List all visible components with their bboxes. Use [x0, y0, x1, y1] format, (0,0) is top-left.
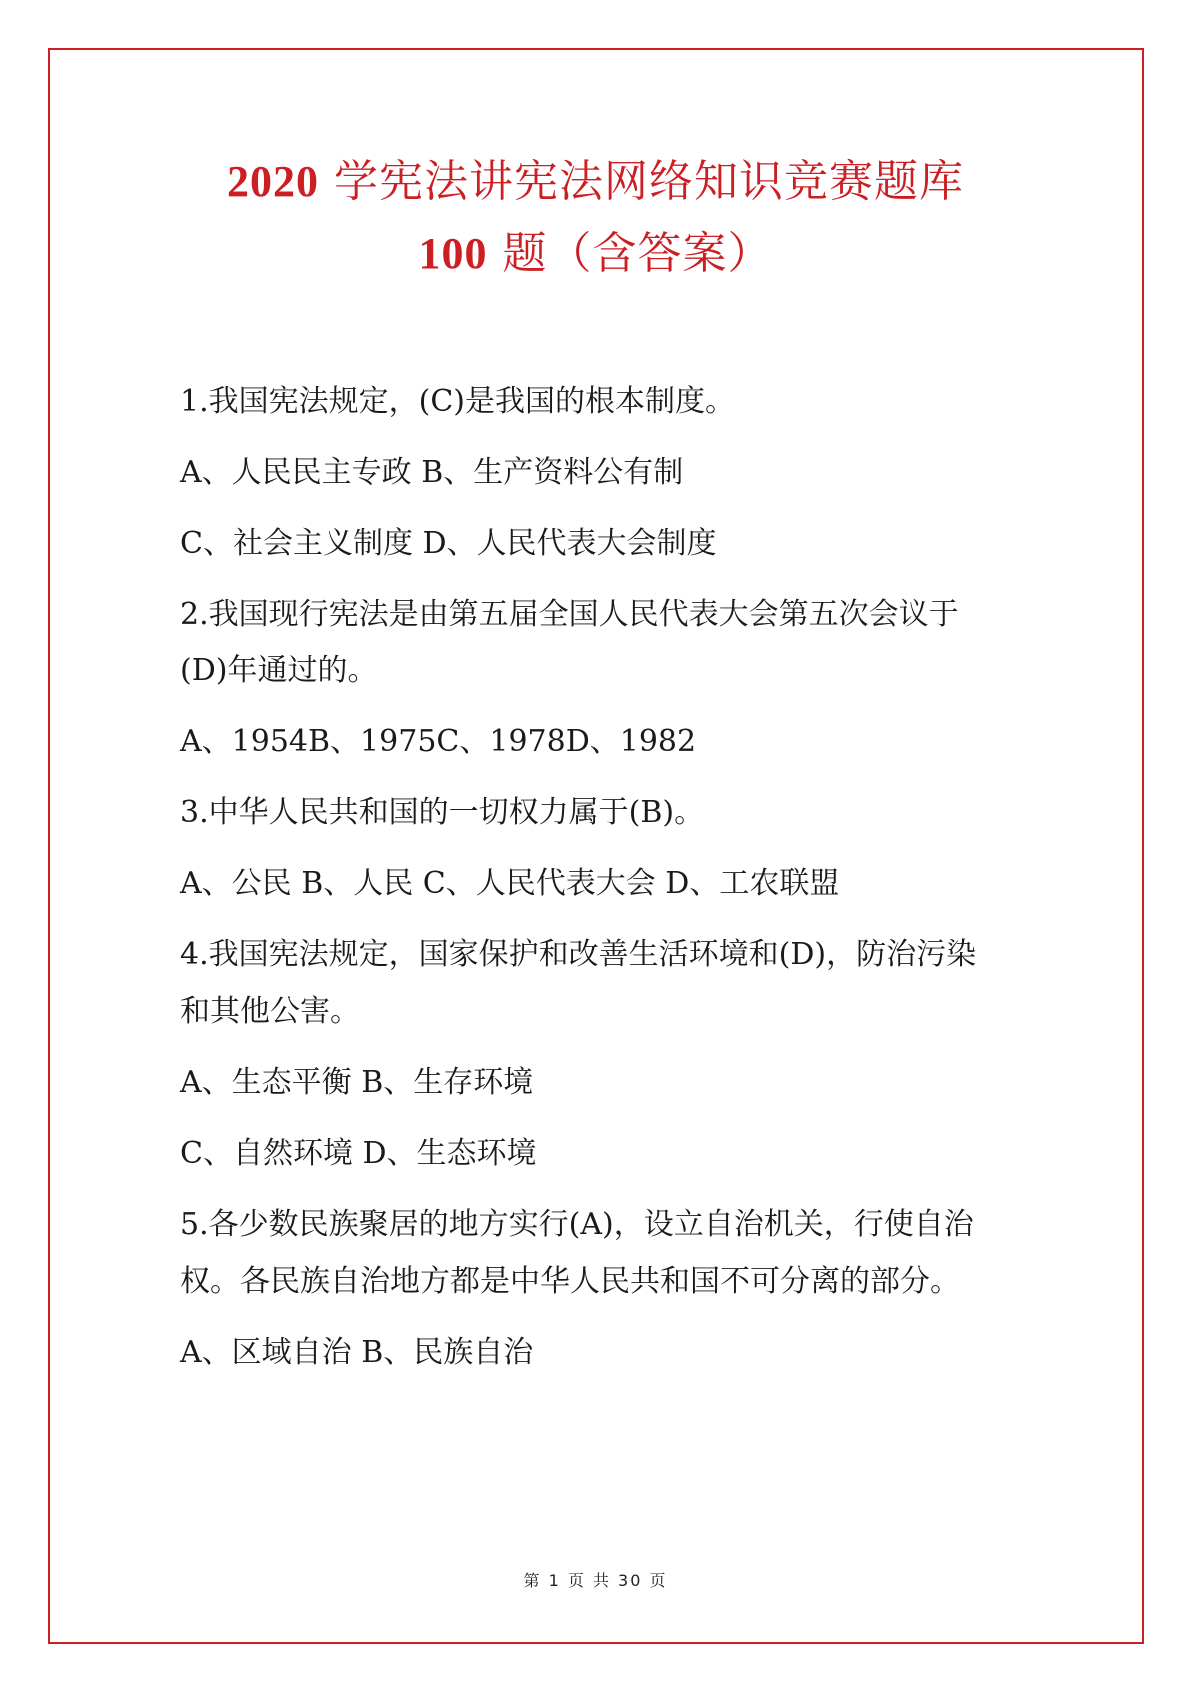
answer-options: A、人民民主专政 B、生产资料公有制 [180, 455, 684, 490]
question-text: 2.我国现行宪法是由第五届全国人民代表大会第五次会议于 [180, 597, 959, 632]
question-text: 4.我国宪法规定，国家保护和改善生活环境和(D)，防治污染 [180, 937, 977, 972]
question-text-continued: 权。各民族自治地方都是中华人民共和国不可分离的部分。 [180, 1264, 960, 1299]
question-text: 5.各少数民族聚居的地方实行(A)，设立自治机关，行使自治 [180, 1207, 974, 1242]
document-title [0, 146, 1191, 290]
title-text-1: 学宪法讲宪法网络知识竞赛题库 [319, 156, 964, 207]
page-number: 第 1 页 共 30 页 [523, 1571, 668, 1590]
question-text-continued: (D)年通过的。 [180, 653, 378, 688]
title-text-2: 题（含答案） [487, 228, 773, 279]
answer-options: A、区域自治 B、民族自治 [180, 1335, 534, 1370]
title-line-1 [0, 146, 1191, 218]
question-text-continued: 和其他公害。 [180, 994, 360, 1029]
question-text: 1.我国宪法规定，(C)是我国的根本制度。 [180, 384, 735, 419]
answer-options: A、1954B、1975C、1978D、1982 [180, 724, 697, 759]
title-count: 100 [418, 229, 488, 278]
answer-options: A、公民 B、人民 C、人民代表大会 D、工农联盟 [180, 866, 840, 901]
answer-options: C、社会主义制度 D、人民代表大会制度 [180, 526, 717, 561]
question-text: 3.中华人民共和国的一切权力属于(B)。 [180, 795, 705, 830]
answer-options: A、生态平衡 B、生存环境 [180, 1065, 534, 1100]
answer-options: C、自然环境 D、生态环境 [180, 1136, 537, 1171]
title-line-2 [0, 218, 1191, 290]
title-year: 2020 [227, 157, 319, 206]
